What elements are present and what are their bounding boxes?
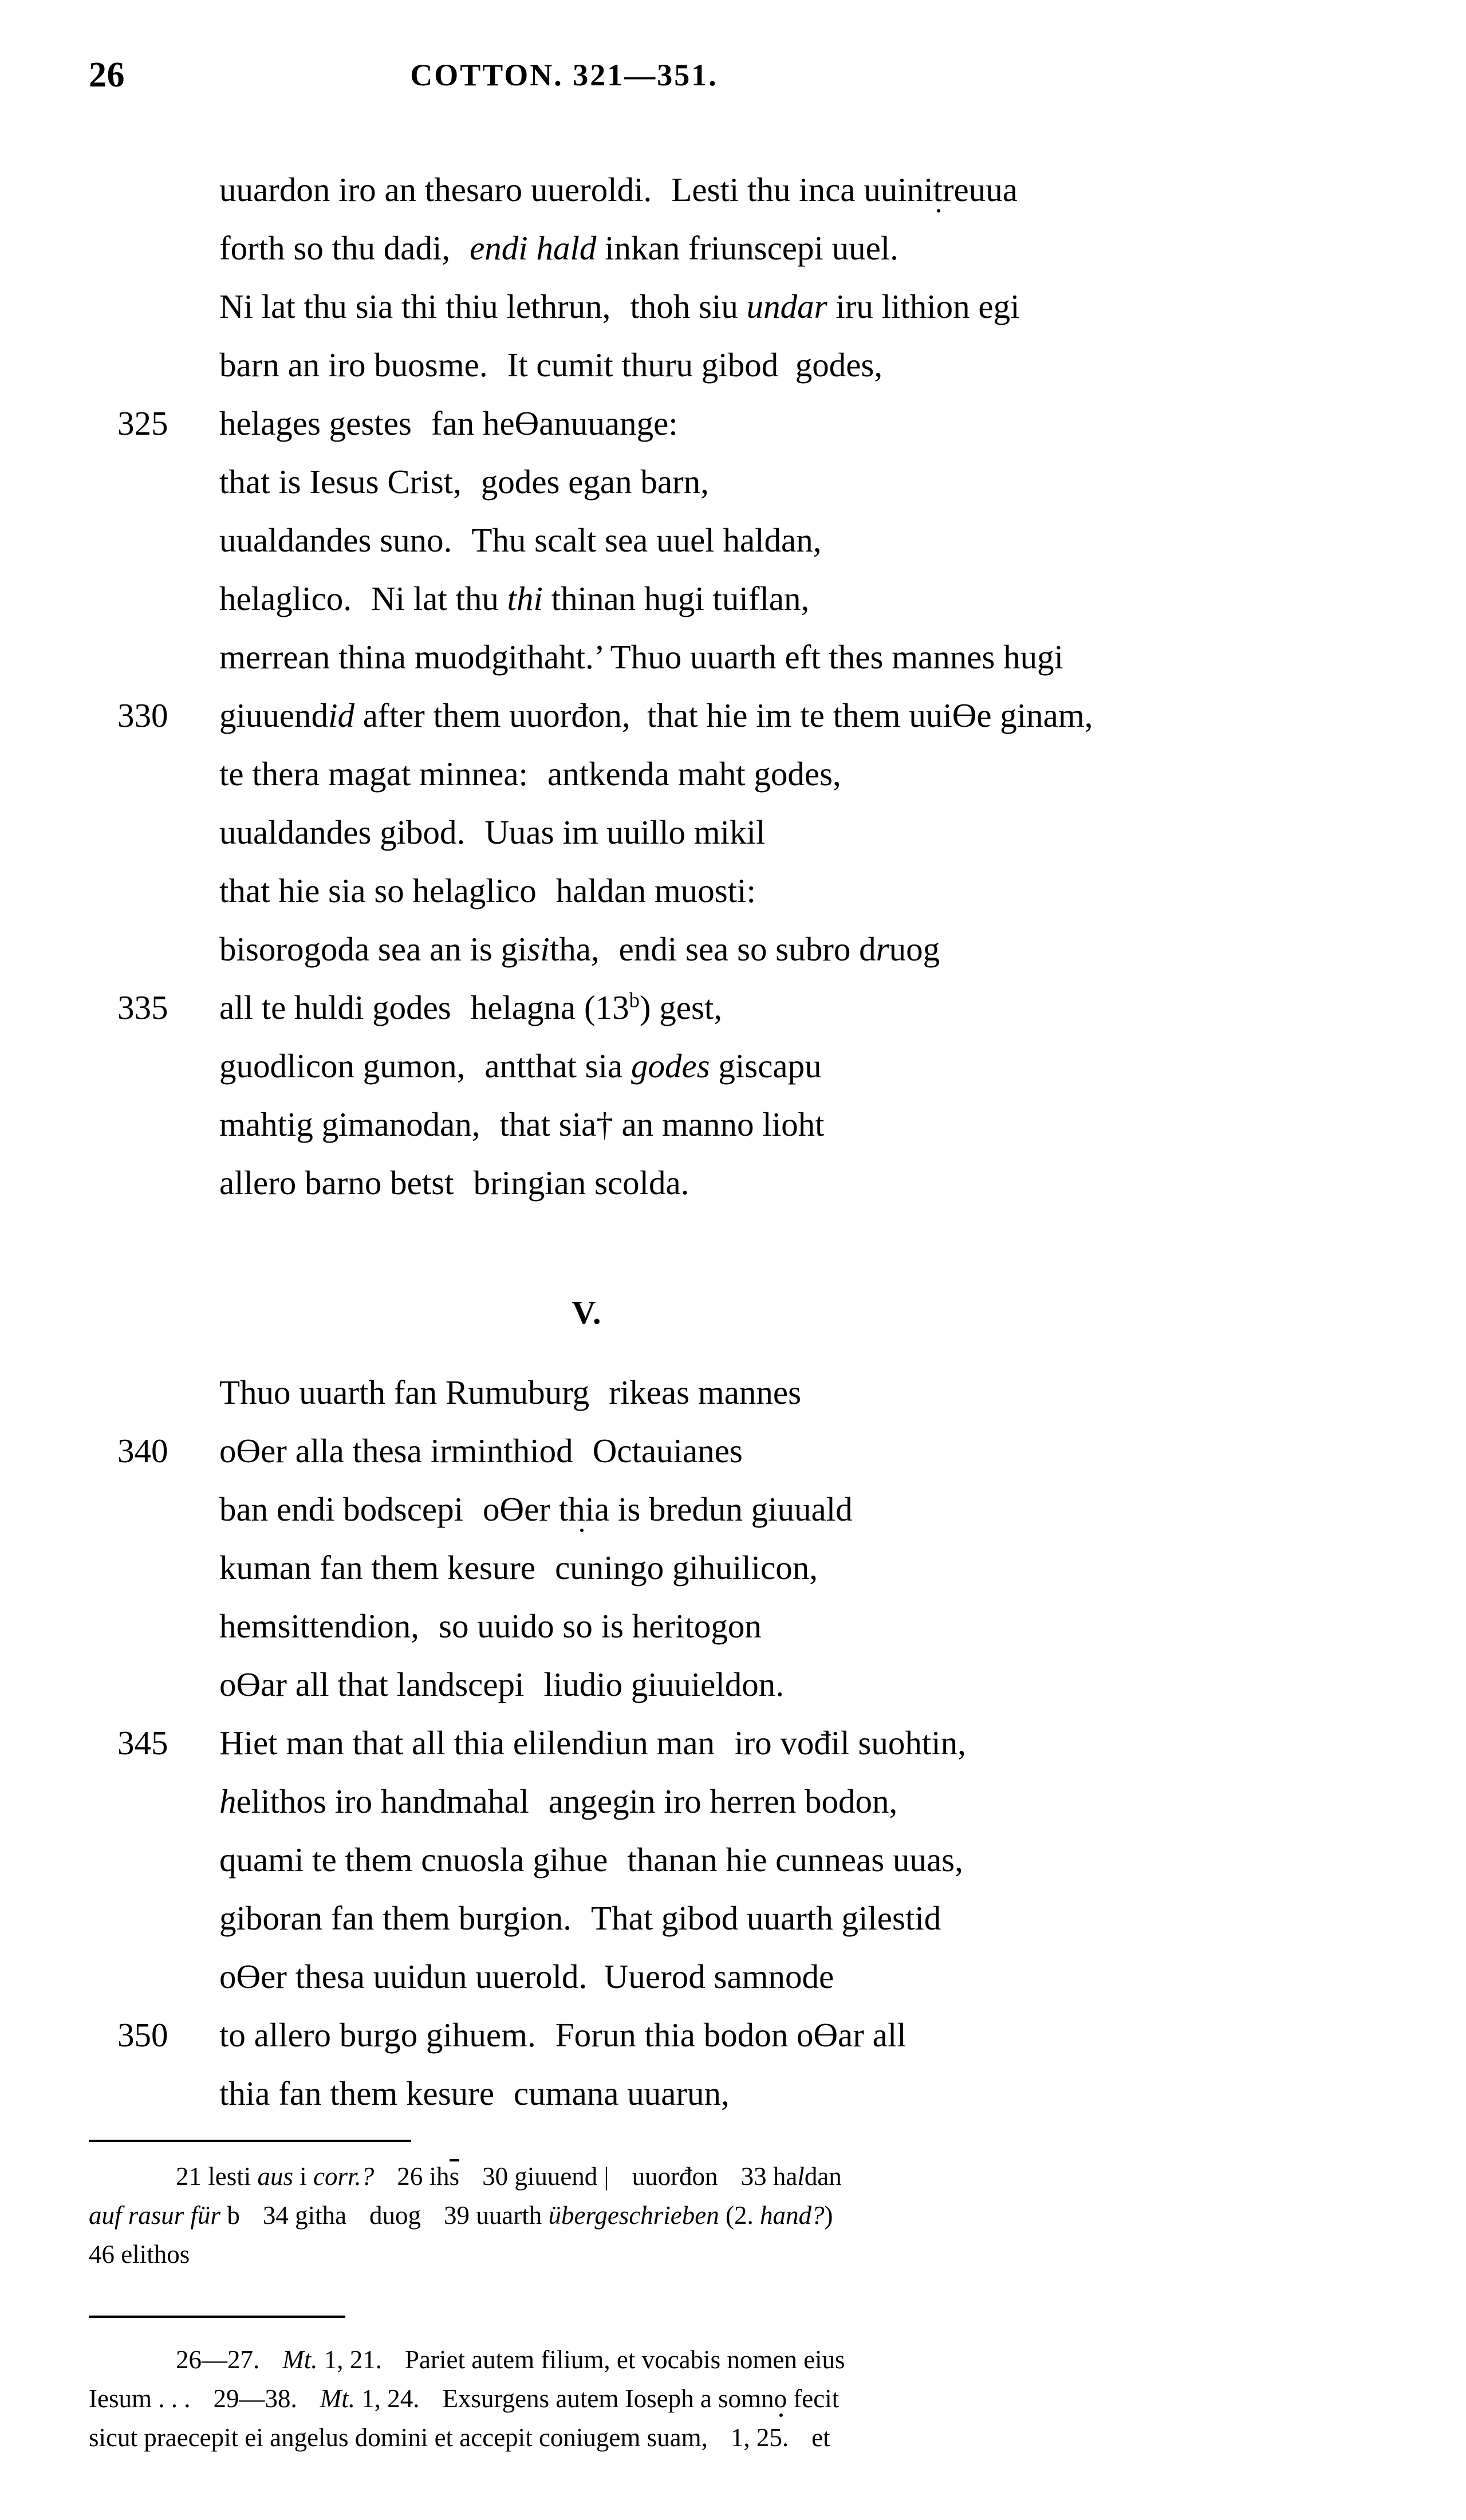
italic-span: r — [876, 930, 889, 968]
verse-line — [0, 686, 1466, 745]
verse-line-text: helaglico. Ni lat thu thi thinan hugi tuiflan, — [219, 580, 810, 617]
italic-span: h — [219, 1782, 237, 1820]
verse-line — [0, 2064, 1466, 2123]
italic-span: corr.? — [313, 2162, 375, 2191]
verse-line-number: 335 — [117, 989, 168, 1026]
verse-line — [0, 1422, 1466, 1480]
verse-line-number: 345 — [117, 1724, 168, 1762]
verse-line-text: ban endi bodscepi oƟer thia is bredun giuuald — [219, 1490, 853, 1528]
verse-line — [0, 1772, 1466, 1830]
sourcenotes-divider-rule — [89, 2316, 345, 2318]
source-note-line: 26—27. Mt. 1, 21. Pariet autem filium, et vocabis nomen eius — [176, 2345, 845, 2374]
verse-block-lower — [0, 1363, 1466, 2123]
italic-span: Mt. — [282, 2345, 318, 2374]
page-number: 26 — [89, 56, 125, 94]
verse-line-text: te thera magat minnea: antkenda maht godes, — [219, 755, 841, 793]
verse-line-text: oƟar all that landscepi liudio giuuieldon. — [219, 1665, 784, 1703]
apparatus-line: 46 elithos — [89, 2240, 190, 2269]
italic-span: l — [797, 2162, 805, 2191]
verse-line-text: hemsittendion, so uuido so is heritogon — [219, 1607, 762, 1645]
verse-line-text: mahtig gimanodan, that sia† an manno lioht — [219, 1105, 825, 1143]
verse-line-number: 340 — [117, 1432, 168, 1470]
verse-line — [0, 1714, 1466, 1772]
critical-apparatus — [89, 2157, 1406, 2274]
verse-line-text: thia fan them kesure cumana uuarun, — [219, 2074, 730, 2112]
italic-span: si — [527, 930, 550, 968]
source-note-line: Iesum . . . 29—38. Mt. 1, 24. Exsurgens autem Ioseph a somno fecit — [89, 2384, 840, 2413]
verse-line — [0, 160, 1466, 219]
apparatus-line: 21 lesti aus i corr.? 26 ihs 30 giuuend | uuorđon 33 haldan — [89, 2157, 1406, 2196]
verse-line — [0, 978, 1466, 1037]
italic-span: godes — [630, 1047, 710, 1085]
verse-line — [0, 745, 1466, 803]
running-head — [0, 57, 1466, 103]
italic-span: Mt. — [320, 2384, 355, 2413]
verse-line-number: 350 — [117, 2016, 168, 2054]
verse-line — [0, 861, 1466, 920]
verse-line-text: uualdandes suno. Thu scalt sea uuel haldan, — [219, 521, 822, 559]
verse-line-text: kuman fan them kesure cuningo gihuilicon, — [219, 1549, 818, 1586]
verse-line-text: bisorogoda sea an is gisitha, endi sea so subro druog — [219, 930, 940, 968]
verse-line — [0, 1538, 1466, 1597]
running-title: COTTON. 321—351. — [410, 58, 718, 92]
italic-span: auf rasur für — [89, 2201, 221, 2230]
verse-line — [0, 511, 1466, 569]
verse-line-text: uualdandes gibod. Uuas im uuillo mikil — [219, 813, 766, 851]
verse-line-number: 325 — [117, 404, 168, 442]
verse-line — [0, 219, 1466, 277]
italic-span: aus — [257, 2162, 294, 2191]
italic-span: übergeschrieben — [548, 2201, 719, 2230]
verse-line — [0, 1095, 1466, 1153]
verse-line-text: Thuo uuarth fan Rumuburg rikeas mannes — [219, 1373, 802, 1411]
underdot-letter: o — [774, 2384, 787, 2413]
verse-line-text: oƟer thesa uuidun uuerold. Uuerod samnode — [219, 1958, 834, 1995]
overbar-letter: s — [450, 2159, 460, 2191]
verse-line — [0, 1830, 1466, 1889]
verse-line-text: uuardon iro an thesaro uueroldi. Lesti thu inca uuinitreuua — [219, 171, 1018, 208]
verse-line-text: merrean thina muodgithaht.’ Thuo uuarth eft thes mannes hugi — [219, 638, 1064, 676]
verse-line — [0, 336, 1466, 394]
verse-line — [0, 1363, 1466, 1422]
verse-line-text: oƟer alla thesa irminthiod Octauianes — [219, 1432, 743, 1470]
verse-line — [0, 1153, 1466, 1212]
underdot-letter: thia — [558, 1490, 610, 1528]
verse-line — [0, 1889, 1466, 1947]
underdot-letter: t — [933, 171, 943, 208]
italic-span: undar — [746, 288, 827, 325]
verse-line-text: guodlicon gumon, antthat sia godes giscapu — [219, 1047, 822, 1085]
verse-line-text: giuuendid after them uuorđon, that hie im te them uuiƟe ginam, — [219, 696, 1093, 734]
verse-line — [0, 1037, 1466, 1095]
italic-span: id — [328, 696, 354, 734]
verse-line-text: helages gestes fan heƟanuuange: — [219, 404, 678, 442]
verse-line-text: barn an iro buosme. It cumit thuru gibod godes, — [219, 346, 883, 384]
verse-line — [0, 628, 1466, 686]
section-label: V. — [572, 1294, 602, 1331]
apparatus-divider-rule — [89, 2140, 411, 2142]
verse-line — [0, 803, 1466, 861]
verse-line-text: that is Iesus Crist, godes egan barn, — [219, 463, 709, 501]
verse-line — [0, 1597, 1466, 1655]
verse-line-text: allero barno betst bringian scolda. — [219, 1164, 689, 1202]
verse-line-text: forth so thu dadi, endi hald inkan friunscepi uuel. — [219, 229, 898, 267]
superscript: b — [629, 988, 640, 1012]
verse-line-text: that hie sia so helaglico haldan muosti: — [219, 872, 756, 909]
verse-line — [0, 1655, 1466, 1714]
verse-line — [0, 277, 1466, 336]
verse-line-text: giboran fan them burgion. That gibod uuarth gilestid — [219, 1899, 941, 1937]
verse-line — [0, 1947, 1466, 2006]
verse-line — [0, 2006, 1466, 2064]
italic-span: endi hald — [470, 229, 597, 267]
verse-line-text: Ni lat thu sia thi thiu lethrun, thoh siu undar iru lithion egi — [219, 288, 1020, 325]
source-note-line: sicut praecepit ei angelus domini et accepit coniugem suam, 1, 25. et — [89, 2423, 830, 2452]
source-notes — [89, 2340, 1406, 2457]
verse-line — [0, 920, 1466, 978]
verse-block-upper — [0, 160, 1466, 1212]
verse-line — [0, 452, 1466, 511]
italic-span: thi — [507, 580, 543, 617]
verse-line-text: to allero burgo gihuem. Forun thia bodon oƟar all — [219, 2016, 907, 2054]
verse-line-text: quami te them cnuosla gihue thanan hie cunneas uuas, — [219, 1841, 963, 1879]
italic-span: hand? — [760, 2201, 825, 2230]
verse-line-text: Hiet man that all thia elilendiun man iro vođil suohtin, — [219, 1724, 966, 1762]
verse-line-text: all te huldi godes helagna (13$^b$) gest, — [219, 988, 723, 1026]
apparatus-line: auf rasur für b 34 githa duog 39 uuarth übergeschrieben (2. hand?) — [89, 2201, 833, 2230]
verse-line — [0, 569, 1466, 628]
verse-line — [0, 1480, 1466, 1538]
verse-line-text: helithos iro handmahal angegin iro herren bodon, — [219, 1782, 898, 1820]
verse-line-number: 330 — [117, 696, 168, 734]
verse-line — [0, 394, 1466, 452]
